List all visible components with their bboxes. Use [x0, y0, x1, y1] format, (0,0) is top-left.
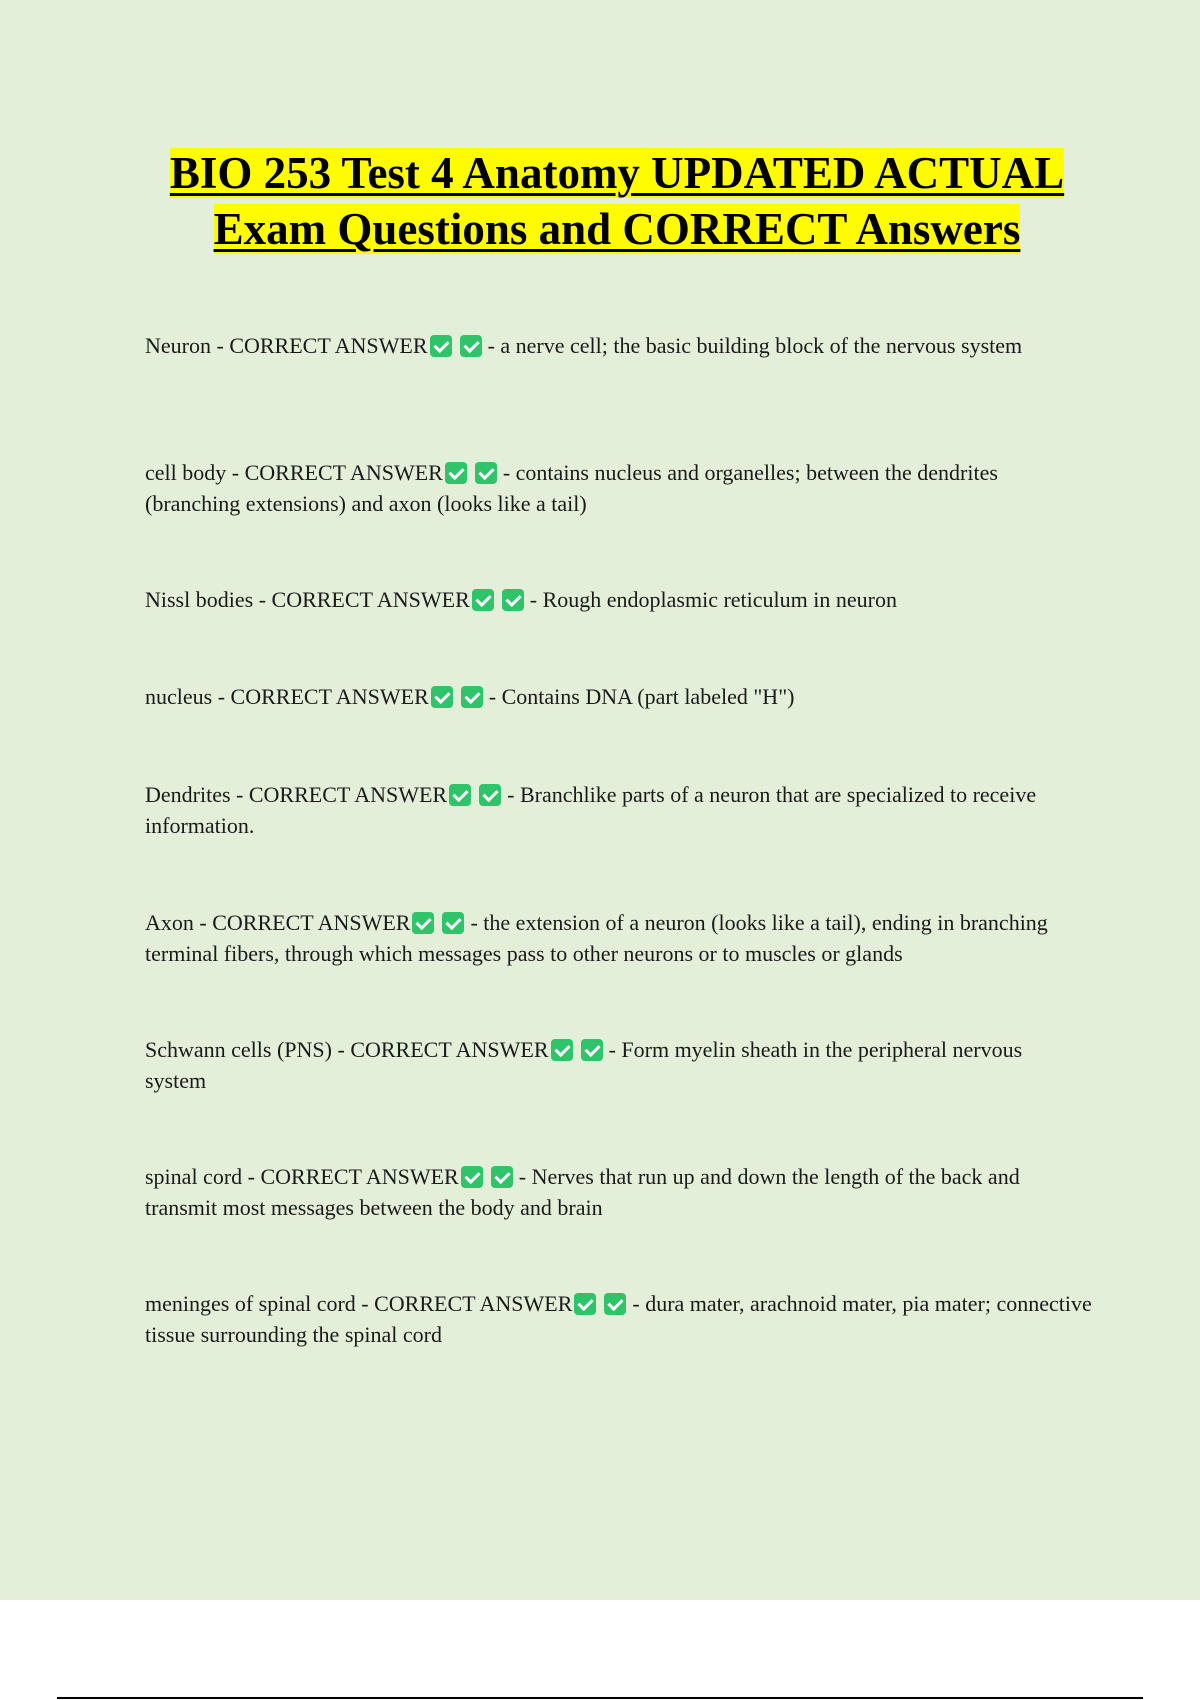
answer-label: CORRECT ANSWER [260, 1164, 459, 1189]
check-icon [472, 589, 494, 611]
qa-term: cell body [145, 460, 227, 485]
check-icon [491, 1166, 513, 1188]
qa-definition: Rough endoplasmic reticulum in neuron [542, 587, 897, 612]
check-icon [412, 912, 434, 934]
qa-term: Neuron [145, 333, 211, 358]
qa-definition: Nerves that run up and down the length of the back and transmit most messages between the body and brain [145, 1164, 1020, 1220]
check-icon [445, 462, 467, 484]
qa-term: Nissl bodies [145, 587, 254, 612]
qa-definition: Form myelin sheath in the peripheral nervous system [145, 1037, 1023, 1093]
check-icon [479, 784, 501, 806]
answer-label: CORRECT ANSWER [350, 1037, 549, 1062]
check-icon [460, 335, 482, 357]
qa-term: nucleus [145, 684, 213, 709]
answer-label: CORRECT ANSWER [229, 333, 428, 358]
answer-label: CORRECT ANSWER [244, 460, 443, 485]
answer-label: CORRECT ANSWER [374, 1291, 573, 1316]
qa-item-meninges: meninges of spinal cord - CORRECT ANSWER - dura mater, arachnoid mater, pia mater; connective tissue surrounding the spinal cord [145, 1291, 1092, 1347]
qa-term: Axon [145, 910, 194, 935]
check-icon [461, 1166, 483, 1188]
check-icon [461, 686, 483, 708]
footer-divider [57, 1697, 1143, 1699]
qa-item-schwann-cells: Schwann cells (PNS) - CORRECT ANSWER - Form myelin sheath in the peripheral nervous system [145, 1037, 1023, 1093]
qa-definition: a nerve cell; the basic building block of the nervous system [500, 333, 1023, 358]
check-icon [502, 589, 524, 611]
check-icon [581, 1039, 603, 1061]
document-title-text: BIO 253 Test 4 Anatomy UPDATED ACTUAL Exam Questions and CORRECT Answers [169, 148, 1065, 254]
qa-item-nucleus: nucleus - CORRECT ANSWER - Contains DNA (part labeled "H") [145, 684, 795, 709]
qa-item-axon: Axon - CORRECT ANSWER - the extension of a neuron (looks like a tail), ending in branching terminal fibers, through which messages pass to other neurons or to muscles or glands [145, 910, 1048, 966]
check-icon [430, 335, 452, 357]
qa-term: meninges of spinal cord [145, 1291, 356, 1316]
answer-label: CORRECT ANSWER [271, 587, 470, 612]
qa-definition: Contains DNA (part labeled "H") [501, 684, 795, 709]
qa-term: Schwann cells (PNS) [145, 1037, 332, 1062]
qa-definition: dura mater, arachnoid mater, pia mater; connective tissue surrounding the spinal cord [145, 1291, 1092, 1347]
answer-label: CORRECT ANSWER [248, 782, 448, 807]
qa-definition: contains nucleus and organelles; between the dendrites (branching extensions) and axon (looks like a tail) [145, 460, 998, 516]
check-icon [449, 784, 471, 806]
answer-label: CORRECT ANSWER [230, 684, 429, 709]
qa-term: Dendrites [145, 782, 231, 807]
answer-label: CORRECT ANSWER [212, 910, 411, 935]
check-icon [604, 1293, 626, 1315]
document-title [120, 145, 1114, 257]
qa-item-nissl-bodies: Nissl bodies - CORRECT ANSWER - Rough endoplasmic reticulum in neuron [145, 587, 897, 612]
qa-definition: the extension of a neuron (looks like a tail), ending in branching terminal fibers, through which messages pass to other neurons or to muscles or glands [145, 910, 1048, 966]
check-icon [475, 462, 497, 484]
qa-term: spinal cord [145, 1164, 243, 1189]
check-icon [551, 1039, 573, 1061]
qa-definition: Branchlike parts of a neuron that are specialized to receive information. [145, 782, 1037, 838]
qa-item-spinal-cord: spinal cord - CORRECT ANSWER - Nerves that run up and down the length of the back and transmit most messages between the body and brain [145, 1164, 1020, 1220]
check-icon [442, 912, 464, 934]
check-icon [431, 686, 453, 708]
qa-item-cell-body: cell body - CORRECT ANSWER - contains nucleus and organelles; between the dendrites (branching extensions) and axon (looks like a tail) [145, 460, 998, 516]
check-icon [574, 1293, 596, 1315]
qa-item-neuron: Neuron - CORRECT ANSWER - a nerve cell; the basic building block of the nervous system [145, 333, 1023, 358]
qa-item-dendrites: Dendrites - CORRECT ANSWER - Branchlike parts of a neuron that are specialized to receive information. [145, 782, 1037, 838]
